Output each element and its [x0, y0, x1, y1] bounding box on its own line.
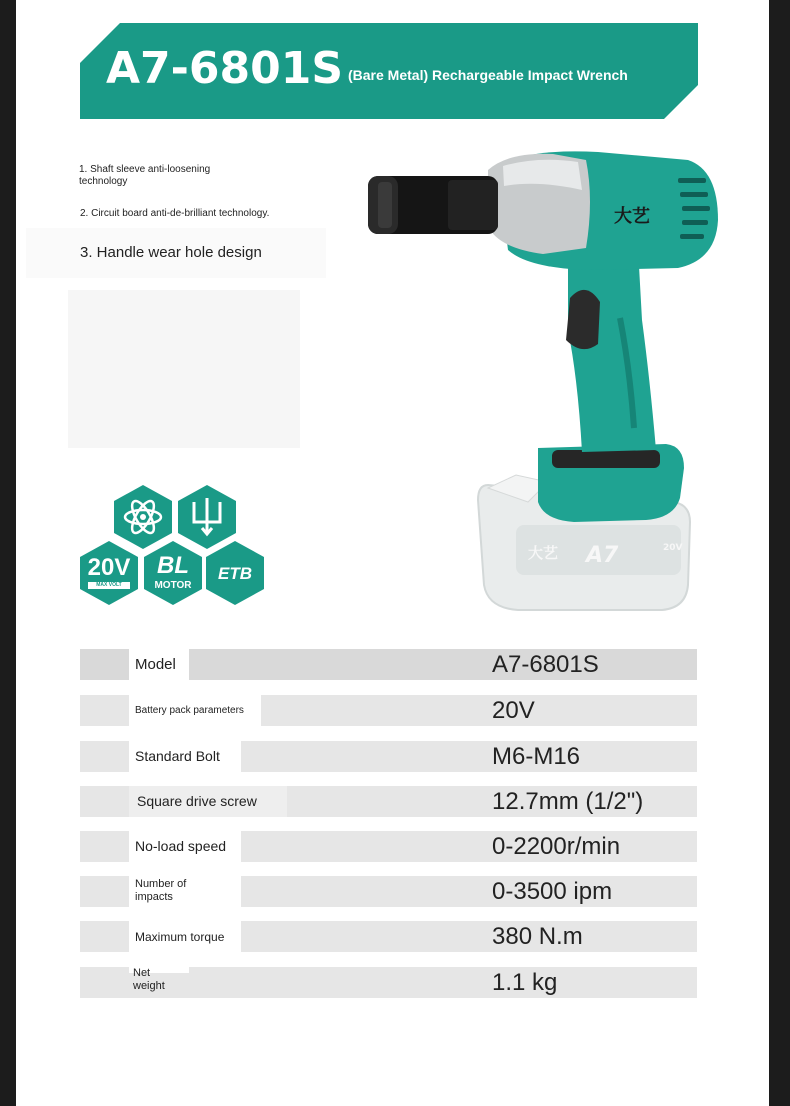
spec-label: Net weight: [133, 967, 165, 992]
etb-icon: [204, 540, 266, 606]
spec-value: 12.7mm (1/2"): [492, 788, 644, 815]
spec-row: [80, 649, 697, 680]
spec-row: [80, 876, 697, 907]
spec-value: 1.1 kg: [492, 969, 558, 996]
spec-row: [80, 695, 697, 726]
feature-badges: [76, 482, 266, 612]
spec-value: A7-6801S: [492, 651, 599, 678]
spec-label: Standard Bolt: [135, 748, 220, 764]
battery-brand: 大艺: [528, 544, 559, 562]
spec-row: [80, 967, 697, 998]
spec-label: No-load speed: [135, 838, 227, 854]
spec-label: Model: [135, 656, 176, 673]
badge-20v-sub: MAX VOLT: [96, 582, 122, 588]
spec-label: Number of impacts: [135, 878, 187, 903]
spec-label: Square drive screw: [137, 793, 257, 809]
spec-label: Maximum torque: [135, 930, 225, 944]
spec-value: 0-2200r/min: [492, 833, 621, 860]
spec-row: [80, 741, 697, 772]
brand-mark: 大艺: [614, 206, 650, 227]
badge-bl-label: BL: [157, 552, 189, 579]
model-subtitle: (Bare Metal) Rechargeable Impact Wrench: [348, 67, 628, 83]
spec-row: [80, 921, 697, 952]
badge-20v-label: 20V: [87, 554, 131, 581]
impact-wrench-image: [338, 130, 748, 630]
badge-bl-sub: MOTOR: [154, 580, 192, 591]
product-page: [16, 0, 769, 1106]
battery-voltage: 20V: [663, 543, 683, 553]
battery-model-mark: A7: [586, 543, 619, 568]
ghost-panel: [68, 290, 300, 448]
spec-row: [80, 786, 697, 817]
feature-item: 2. Circuit board anti-de-brilliant technology.: [80, 208, 270, 219]
spec-row: [80, 831, 697, 862]
bl-motor-icon: [142, 540, 204, 606]
spec-value: 20V: [492, 697, 535, 724]
spec-value: M6-M16: [492, 743, 581, 770]
badge-etb-label: ETB: [218, 564, 252, 583]
20v-max-volt-icon: [78, 540, 140, 606]
model-title: A7-6801S: [106, 43, 344, 94]
spec-label: Battery pack parameters: [135, 705, 244, 716]
feature-item: 1. Shaft sleeve anti-loosening technology: [79, 164, 211, 187]
feature-item: 3. Handle wear hole design: [80, 244, 262, 261]
title-banner: [80, 23, 698, 119]
spec-value: 380 N.m: [492, 923, 583, 950]
spec-value: 0-3500 ipm: [492, 878, 613, 905]
